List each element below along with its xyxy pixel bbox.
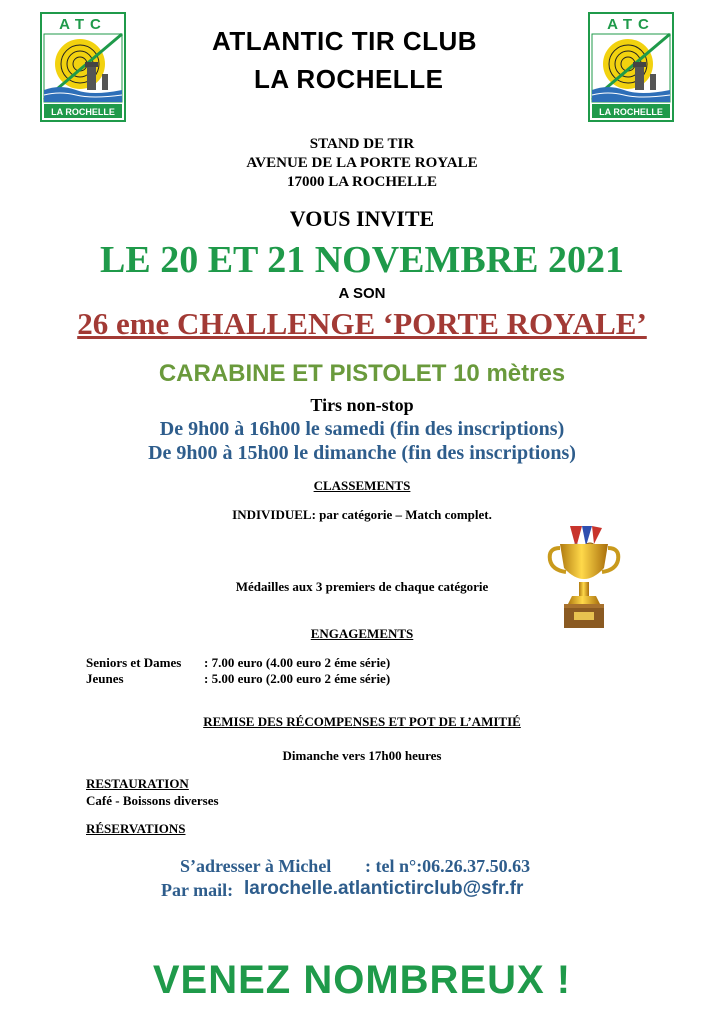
logo-right-top-text: ATC (607, 16, 655, 33)
engagement-label-seniors: Seniors et Dames (86, 655, 182, 670)
reservations-title: RÉSERVATIONS (86, 821, 186, 836)
discipline: CARABINE ET PISTOLET 10 mètres (158, 360, 566, 387)
logo-left-top-text: ATC (59, 16, 107, 33)
footer-slogan: VENEZ NOMBREUX ! (152, 958, 572, 1002)
address-line-3: 17000 LA ROCHELLE (286, 174, 438, 190)
remise-time: Dimanche vers 17h00 heures (282, 748, 442, 763)
invite-intro: VOUS INVITE (289, 206, 435, 231)
engagement-value-jeunes: : 5.00 euro (2.00 euro 2 éme série) (204, 671, 391, 686)
engagement-label-jeunes: Jeunes (86, 671, 124, 686)
restauration-details: Café - Boissons diverses (86, 793, 219, 808)
classements-individuel: INDIVIDUEL: par catégorie – Match complet. (232, 507, 492, 522)
restauration-title: RESTAURATION (86, 776, 189, 791)
address-line-2: AVENUE DE LA PORTE ROYALE (246, 155, 478, 171)
engagements-title: ENGAGEMENTS (310, 626, 414, 641)
classements-title: CLASSEMENTS (313, 478, 411, 493)
atc-logo-right (588, 12, 674, 122)
event-dates: LE 20 ET 21 NOVEMBRE 2021 (100, 239, 624, 281)
reservations-email[interactable]: larochelle.atlantictirclub@sfr.fr (244, 878, 524, 899)
remise-title: REMISE DES RÉCOMPENSES ET POT DE L’AMITIÉ (203, 714, 521, 729)
atc-logo-left (40, 12, 126, 122)
reservations-phone: : tel n°:06.26.37.50.63 (365, 856, 531, 876)
reservations-mail-label: Par mail: (161, 880, 234, 900)
challenge-title: 26 eme CHALLENGE ‘PORTE ROYALE’ (77, 306, 647, 341)
logo-right-bottom-text: LA ROCHELLE (599, 107, 663, 117)
trophy-icon (546, 524, 622, 632)
schedule-sunday: De 9h00 à 15h00 le dimanche (fin des inscriptions) (148, 442, 576, 464)
club-city: LA ROCHELLE (254, 64, 444, 94)
schedule-saturday: De 9h00 à 16h00 le samedi (fin des inscriptions) (159, 418, 565, 440)
address-line-1: STAND DE TIR (309, 136, 415, 152)
engagement-value-seniors: : 7.00 euro (4.00 euro 2 éme série) (204, 655, 391, 670)
classements-medailles: Médailles aux 3 premiers de chaque catégorie (235, 579, 489, 594)
club-name: ATLANTIC TIR CLUB (212, 26, 478, 56)
reservations-contact: S’adresser à Michel (180, 856, 332, 876)
a-son: A SON (338, 285, 386, 302)
logo-left-bottom-text: LA ROCHELLE (51, 107, 115, 117)
schedule-title: Tirs non-stop (310, 395, 414, 415)
